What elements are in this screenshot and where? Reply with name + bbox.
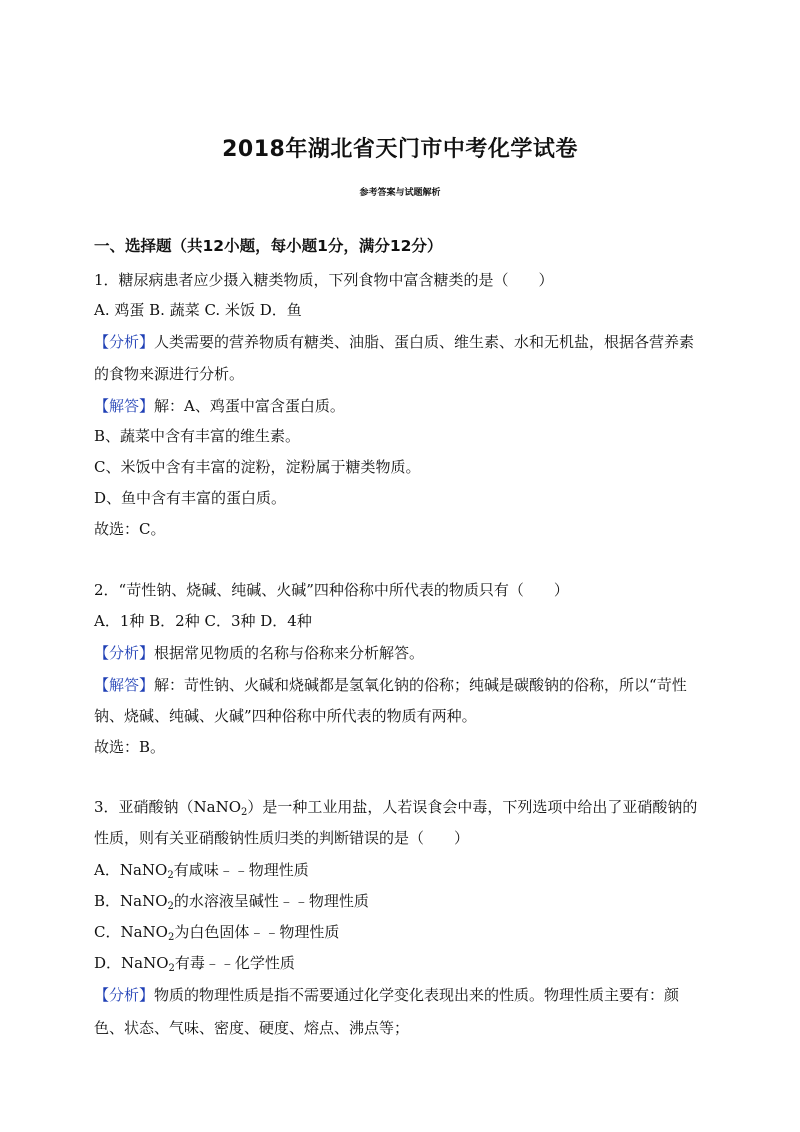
q2-answer-text: 解：苛性钠、火碱和烧碱都是氢氧化钠的俗称；纯碱是碳酸钠的俗称，所以“苛性 — [154, 676, 687, 694]
q3-option-c: C．NaNO$_2$为白色固体﹣﹣物理性质 — [94, 923, 340, 943]
q1-answer-b: B、蔬菜中含有丰富的维生素。 — [94, 427, 301, 445]
q3-stem: 3．亚硝酸钠（NaNO$_2$）是一种工业用盐，人若误食会中毒，下列选项中给出了亚硝酸钠的 — [94, 798, 698, 818]
q3-option-a: A．NaNO$_2$有咸味﹣﹣物理性质 — [94, 861, 309, 881]
q1-analysis — [94, 332, 694, 352]
q1-analysis-cont: 的食物来源进行分析。 — [94, 365, 245, 383]
q2-answer — [94, 675, 687, 695]
q3-stem-cont: 性质，则有关亚硝酸钠性质归类的判断错误的是（ ） — [94, 829, 470, 847]
q2-analysis — [94, 643, 424, 663]
q1-answer-d: D、鱼中含有丰富的蛋白质。 — [94, 489, 287, 507]
answer-tag: 【解答】 — [94, 397, 155, 415]
q1-choice: 故选：C。 — [94, 520, 166, 538]
q1-stem: 1．糖尿病患者应少摄入糖类物质，下列食物中富含糖类的是（ ） — [94, 271, 554, 289]
q2-options: A．1种 B．2种 C．3种 D．4种 — [94, 612, 312, 630]
q3-option-d: D．NaNO$_2$有毒﹣﹣化学性质 — [94, 954, 295, 974]
q2-stem: 2．“苛性钠、烧碱、纯碱、火碱”四种俗称中所代表的物质只有（ ） — [94, 581, 569, 599]
analysis-tag: 【分析】 — [94, 986, 155, 1004]
q1-options: A. 鸡蛋 B. 蔬菜 C. 米饭 D．鱼 — [94, 301, 302, 319]
q1-answer — [94, 396, 345, 416]
answer-tag: 【解答】 — [94, 676, 155, 694]
analysis-tag: 【分析】 — [94, 333, 155, 351]
q2-answer-cont: 钠、烧碱、纯碱、火碱”四种俗称中所代表的物质有两种。 — [94, 707, 477, 725]
q2-choice: 故选：B。 — [94, 738, 166, 756]
q1-answer-c: C、米饭中含有丰富的淀粉，淀粉属于糖类物质。 — [94, 458, 421, 476]
q1-answer-text: 解：A、鸡蛋中富含蛋白质。 — [154, 397, 345, 415]
q3-analysis — [94, 985, 679, 1005]
analysis-tag: 【分析】 — [94, 644, 155, 662]
section-heading: 一、选择题（共12小题，每小题1分，满分12分） — [94, 237, 443, 255]
q1-analysis-text: 人类需要的营养物质有糖类、油脂、蛋白质、维生素、水和无机盐，根据各营养素 — [154, 333, 695, 351]
page-subtitle: 参考答案与试题解析 — [359, 188, 441, 198]
q3-analysis-cont: 色、状态、气味、密度、硬度、熔点、沸点等； — [94, 1019, 410, 1037]
q3-analysis-text: 物质的物理性质是指不需要通过化学变化表现出来的性质。物理性质主要有：颜 — [154, 986, 680, 1004]
page-title: 2018年湖北省天门市中考化学试卷 — [222, 137, 578, 162]
q3-option-b: B．NaNO$_2$的水溶液呈碱性﹣﹣物理性质 — [94, 892, 369, 912]
q2-analysis-text: 根据常见物质的名称与俗称来分析解答。 — [154, 644, 425, 662]
